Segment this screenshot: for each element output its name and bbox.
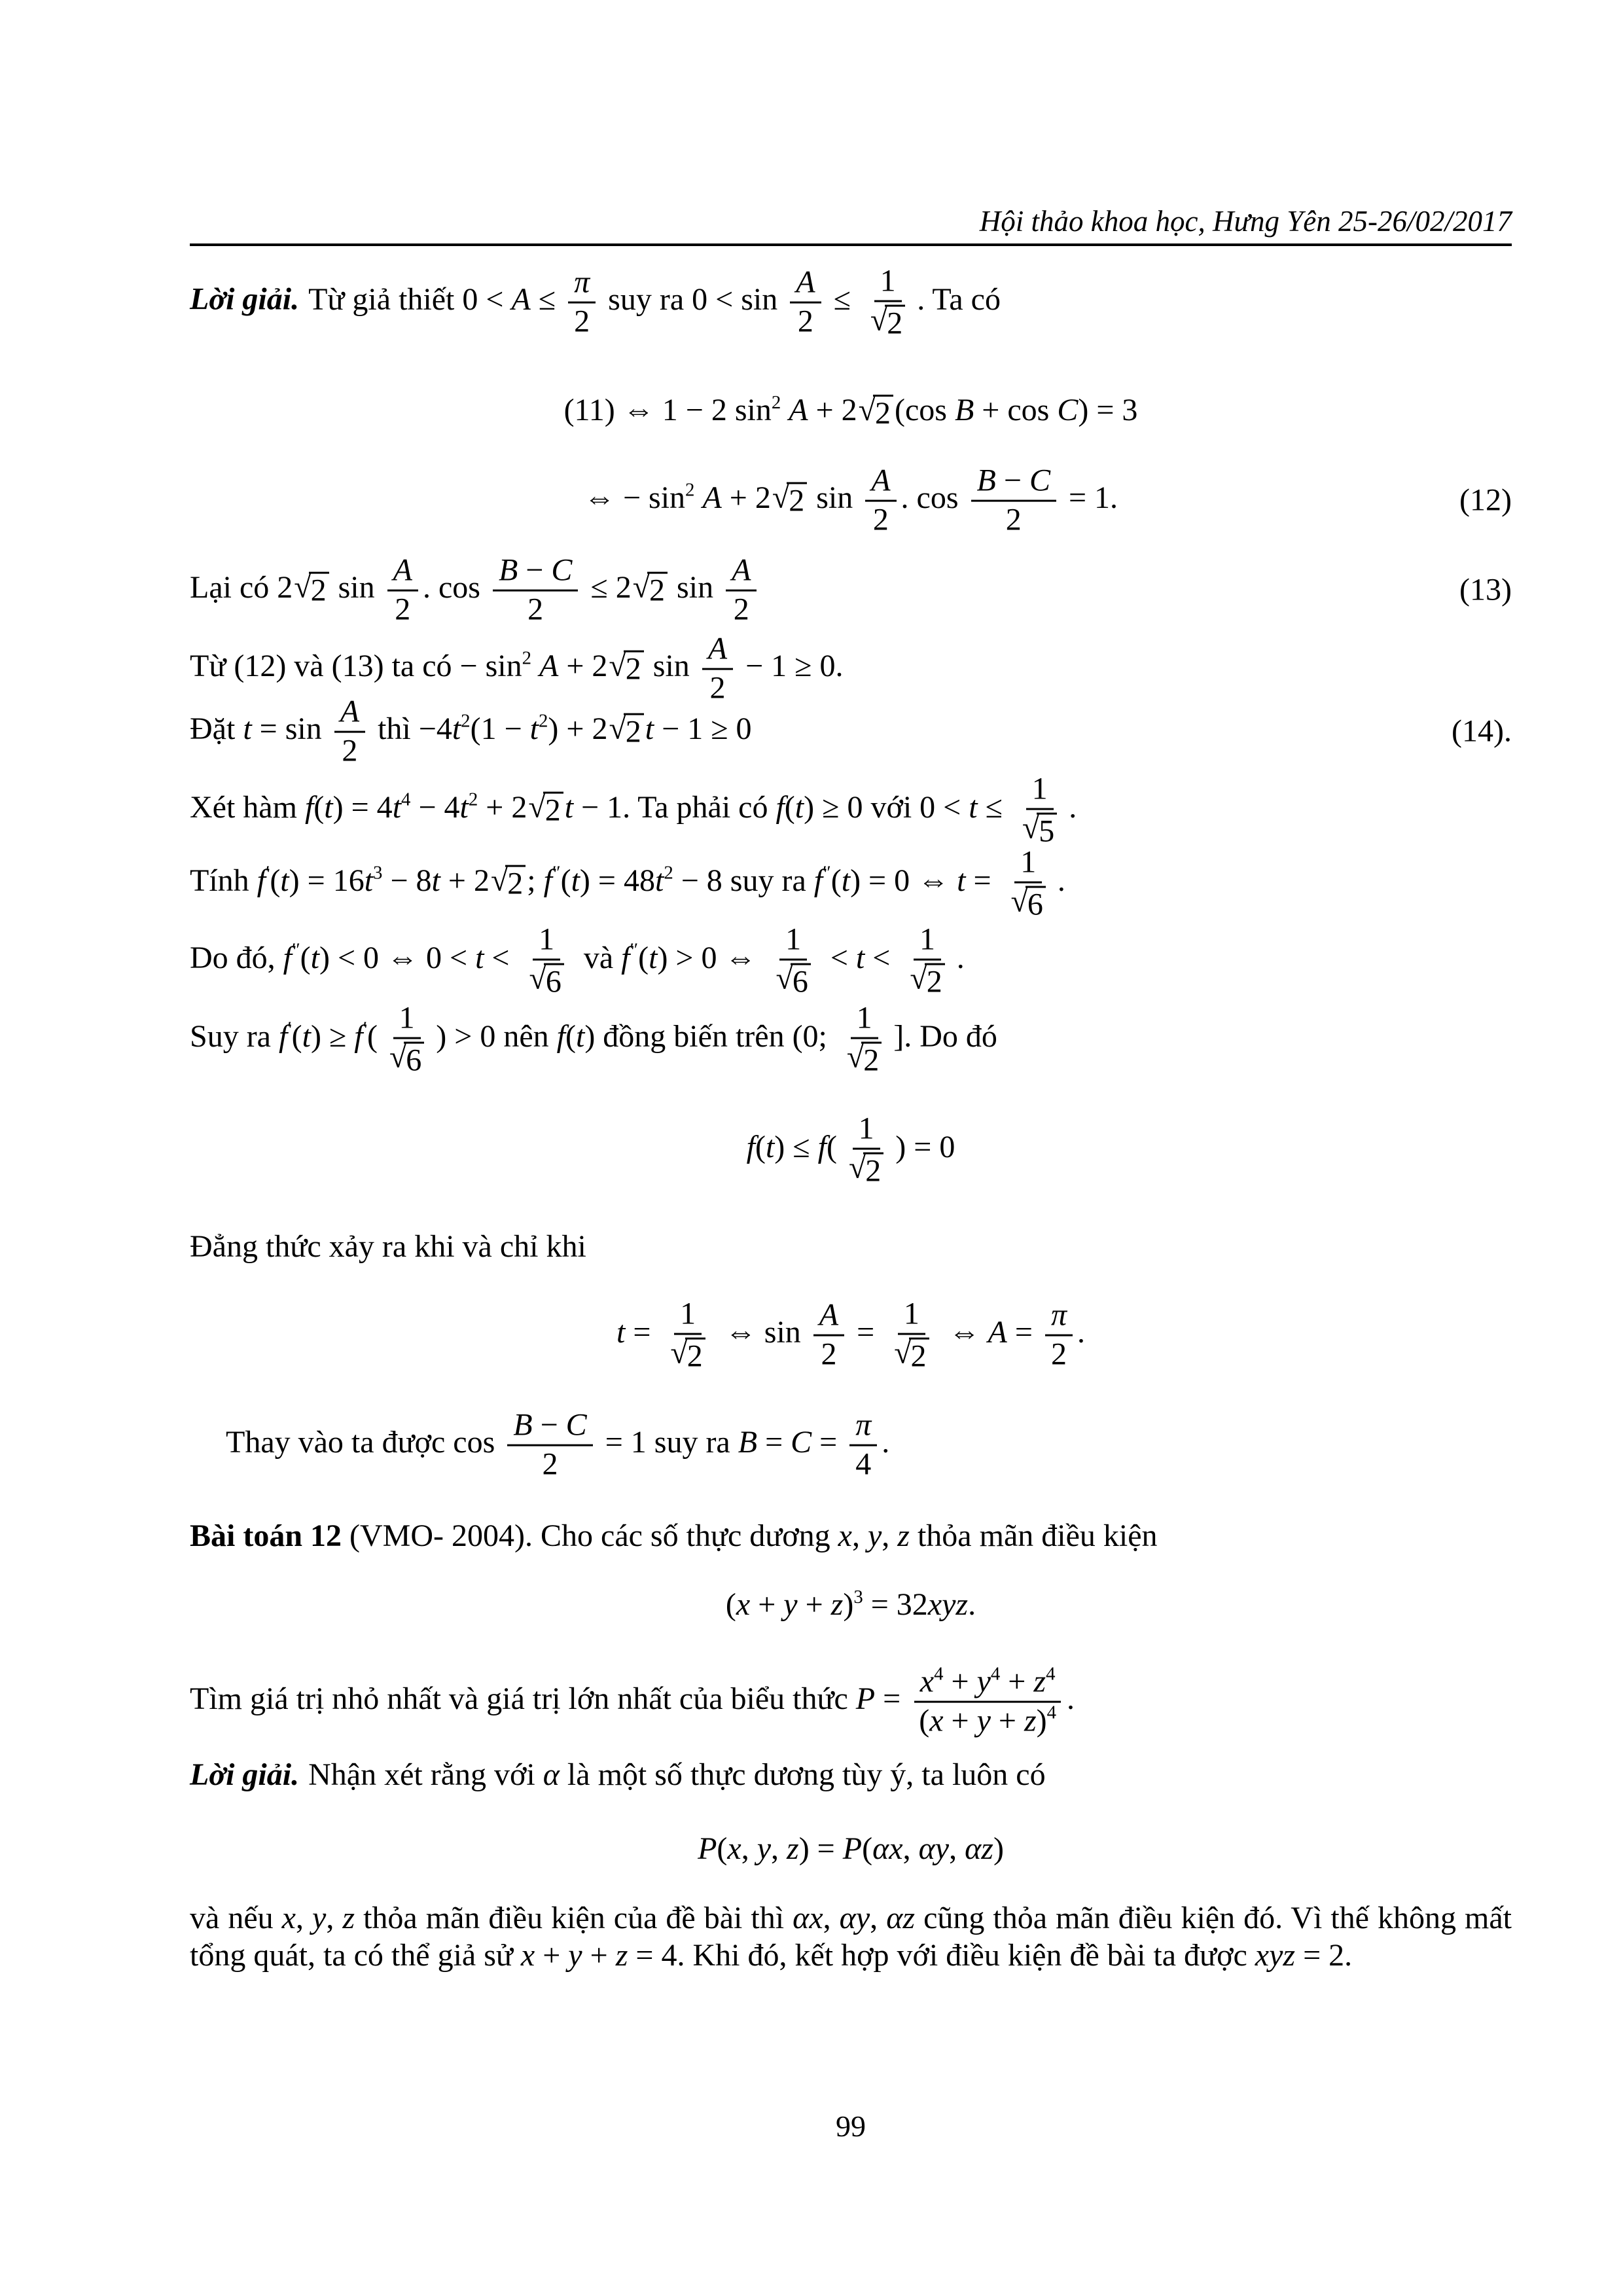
math-text: $(x + y + z)^3 = 32xyz$. [725,1586,976,1622]
line-tu-12-13 [190,633,1512,706]
line-tinh [190,846,1512,922]
line-loi-giai-2 [190,1755,1512,1795]
math-text: Bài toán 12 (VMO- 2004). Cho các số thực dương x, y, z thỏa mãn điều kiện [190,1518,1158,1553]
math-text: f(t) ≤ f( 1 √ 2 ) = 0 [746,1111,955,1189]
math-text: Từ (12) và (13) ta có − $\sin^2 A + 2$ √ 2 sin $\frac{A}{2}$ − 1 ≥ 0. [190,631,844,706]
equation-number: (13) [1459,573,1512,607]
math-text: ⇔ − $\sin^2 A + 2$ √ 2 sin $\frac{A}{2}$ . cos $\frac{B - C}{2}$ = 1. [583,463,1118,537]
solution-line-1 [190,265,1512,340]
line-xet-ham [190,773,1512,848]
equation-P [190,1829,1512,1869]
equation-xyz [190,1585,1512,1624]
math-text: Tìm giá trị nhỏ nhất và giá trị lớn nhất của biểu thức P = $\frac{x^4 + y^4 + z^4}{(x + y + z)^4}$ . [190,1663,1075,1738]
header-rule [190,243,1512,246]
equation-number: (12) [1459,483,1512,518]
page-number: 99 [836,2109,866,2143]
line-do-do [190,924,1512,999]
equation-number: (14). [1452,714,1512,749]
math-text: Đặt t = sin $\frac{A}{2}$ thì $-4t^2(1 - t^2) + 2$ √ 2 t − 1 ≥ 0 [190,694,752,768]
math-text: Tính $f'(t) = 16t^3 - 8t + 2$ √ 2 ; $f''(t) = 48t^2 - 8$ suy ra f′′(t) = 0 ⇔ t = 1 √ 6 . [190,844,1065,922]
math-text: P(x, y, z) = P(αx, αy, αz) [698,1831,1004,1866]
math-text: Lại có 2 √ 2 sin $\frac{A}{2}$ . cos $\frac{B - C}{2}$ ≤ 2 √ 2 sin $\frac{A}{2}$ [190,554,761,627]
equation-12 [190,465,1512,537]
equation-ft [190,1113,1512,1188]
math-text: Xét hàm $f(t) = 4t^4 - 4t^2 + 2$ √ 2 t − 1. Ta phải có f(t) ≥ 0 với 0 < t ≤ 1 √ 5 . [190,771,1077,849]
math-text: (11) ⇔ 1 − 2 $\sin^2 A + 2$ √ 2 (cos B + cos C) = 3 [563,391,1138,431]
equation-t [190,1298,1512,1373]
math-text: Thay vào ta được cos $\frac{B - C}{2}$ = 1 suy ra B = C = $\frac{\pi}{4}$ . [226,1407,890,1482]
line-suy-ra [190,1002,1512,1077]
line-bai-toan-12 [190,1516,1512,1556]
math-text: t = 1 √ 2 ⇔ sin $\frac{A}{2}$ = 1 √ 2 ⇔ A = $\frac{\pi}{2}$ . [616,1296,1085,1374]
math-text: Đẳng thức xảy ra khi và chỉ khi [190,1229,586,1264]
math-text: Lời giải. Nhận xét rằng với α là một số thực dương tùy ý, ta luôn có [190,1757,1046,1792]
header-title: Hội thảo khoa học, Hưng Yên 25-26/02/2017 [979,205,1512,238]
line-lai-co [190,554,1512,627]
math-text: Do đó, f′′(t) < 0 ⇔ 0 < t < 1 √ 6 và f′′(t) > 0 ⇔ 1 √ 6 < t < 1 √ 2 . [190,922,965,999]
math-text: Lời giải. Từ giả thiết 0 < A ≤ $\frac{\pi}{2}$ suy ra 0 < sin $\frac{A}{2}$ ≤ 1 √ 2 . Ta có [190,263,1001,341]
line-dang-thuc [190,1227,1512,1266]
equation-11 [190,391,1512,430]
page-header [190,204,1512,238]
closing-paragraph: và nếu x, y, z thỏa mãn điều kiện của đề bài thì αx, αy, αz cũng thỏa mãn điều kiện đó. Vì thế không mất tổng quát, ta có thể giả sử x + y + z = 4. Khi đó, kết hợp với điều kiện đề bài ta được xyz = 2. [190,1901,1512,1973]
math-text: Suy ra f′(t) ≥ f′( 1 √ 6 ) > 0 nên f(t) đồng biến trên (0; 1 √ 2 ]. Do đó [190,1000,997,1078]
line-dat-t [190,696,1512,768]
line-thay-vao [190,1409,1512,1482]
line-tim-gia-tri [190,1663,1512,1738]
